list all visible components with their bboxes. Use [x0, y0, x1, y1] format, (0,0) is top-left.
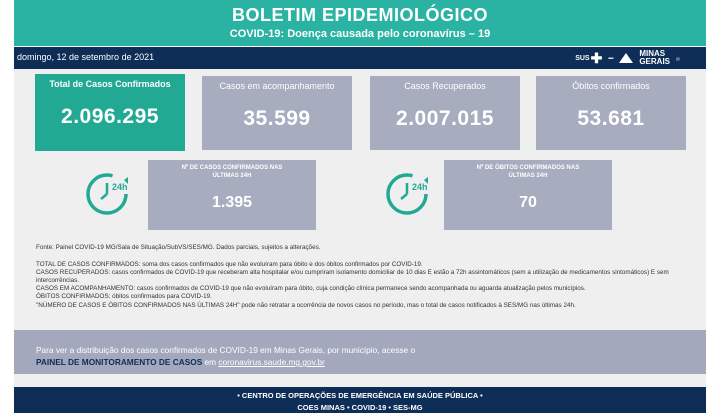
monitor-text: Para ver a distribuição dos casos confirmados de COVID-19 em Minas Gerais, por município, acesse o	[36, 345, 416, 355]
page-title: BOLETIM EPIDEMIOLÓGICO	[231, 5, 488, 25]
minas-gerais-triangle-icon	[619, 53, 633, 63]
note-monitoring: CASOS EM ACOMPANHAMENTO: casos confirmados de COVID-19 que não evoluíram para óbito, cuja condição clínica permanece sendo acompanhada ou aguarda atualização pelos municípios.	[36, 285, 586, 293]
mg-logo-line2: GERAIS	[639, 57, 670, 66]
mg-logo-line1: MINAS	[639, 49, 666, 58]
monitoring-panel-banner	[14, 330, 706, 374]
card-value: 53.681	[577, 107, 645, 130]
card-deaths-last-24h	[444, 160, 612, 230]
card-label: Nº DE CASOS CONFIRMADOS NAS ÚLTIMAS 24H	[181, 165, 283, 179]
date-bar	[14, 47, 706, 69]
government-seal-icon: ▤	[676, 55, 680, 61]
sus-logo	[575, 50, 603, 66]
minas-gerais-logo	[639, 50, 670, 66]
card-label: Total de Casos Confirmados	[49, 79, 171, 89]
card-recovered	[370, 76, 520, 150]
card-label: Óbitos confirmados	[572, 81, 650, 91]
card-label: Nº DE ÓBITOS CONFIRMADOS NAS ÚLTIMAS 24H	[476, 165, 580, 179]
page-subtitle: COVID-19: Doença causada pelo coronavírus – 19	[229, 28, 491, 40]
card-total-confirmed	[35, 74, 185, 151]
clock-24h-icon	[84, 168, 134, 218]
card-label: Casos Recuperados	[404, 81, 486, 91]
divider-icon: ▬	[608, 55, 614, 61]
note-deaths: ÓBITOS CONFIRMADOS: óbitos confirmados para COVID-19.	[36, 293, 212, 301]
note-recovered: CASOS RECUPERADOS: casos confirmados de COVID-19 que receberam alta hospitalar e/ou cumpriram isolamento domiciliar de 10 dias E estão a 72h assintomáticos (sem a utilização de medicamentos sintomáticos) E sem intercorrências.	[36, 269, 669, 285]
website-link[interactable]: coronavirus.saude.mg.gov.br	[218, 357, 325, 367]
card-cases-last-24h	[148, 160, 316, 230]
header-banner	[14, 0, 706, 46]
card-value: 1.395	[211, 194, 253, 211]
source-note: Fonte: Painel COVID-19 MG/Sala de Situação/SubVS/SES/MG. Dados parciais, sujeitos a alterações.	[36, 244, 321, 251]
footer-line1: • CENTRO DE OPERAÇÕES DE EMERGÊNCIA EM SAÚDE PÚBLICA •	[237, 391, 483, 400]
card-in-monitoring	[202, 76, 352, 150]
monitor-connector: em	[202, 357, 219, 367]
card-deaths	[536, 76, 686, 150]
monitor-link-line	[36, 357, 325, 367]
card-value: 70	[519, 194, 537, 211]
footer-banner	[14, 387, 706, 413]
note-total: TOTAL DE CASOS CONFIRMADOS: soma dos casos confirmados que não evoluíram para óbito e dos óbitos confirmados por COVID-19.	[36, 261, 423, 269]
sus-cross-icon: ✚	[590, 50, 603, 66]
card-value: 35.599	[243, 107, 311, 130]
clock-24h-icon	[384, 168, 434, 218]
note-last24: "NÚMERO DE CASOS E ÓBITOS CONFIRMADOS NAS ÚLTIMAS 24H" pode não retratar a ocorrência de novos casos no período, mas o total de casos notificados à SES/MG nas últimas 24h.	[36, 301, 576, 309]
clock-24h-icon-text: 24h	[112, 182, 128, 192]
card-label: Casos em acompanhamento	[219, 81, 335, 91]
logos	[575, 49, 698, 67]
panel-name: PAINEL DE MONITORAMENTO DE CASOS	[36, 357, 203, 367]
clock-24h-icon-text: 24h	[412, 182, 428, 192]
footer-line2: COES MINAS • COVID-19 • SES-MG	[297, 403, 423, 412]
card-value: 2.007.015	[396, 107, 494, 130]
card-value: 2.096.295	[61, 105, 159, 128]
sus-logo-text: SUS	[575, 54, 590, 62]
bulletin-date: domingo, 12 de setembro de 2021	[17, 52, 155, 62]
definitions-notes	[36, 244, 686, 310]
